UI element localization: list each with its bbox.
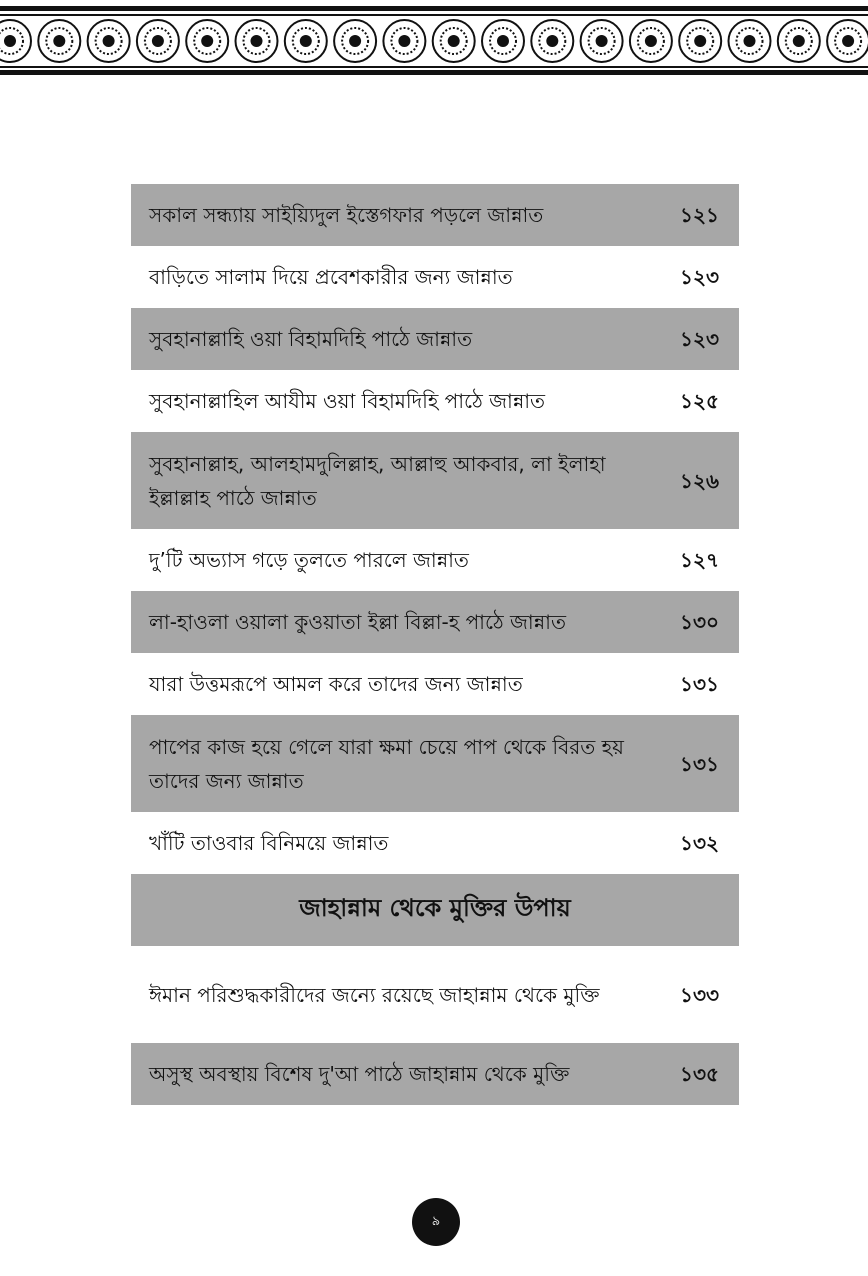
medallion-center <box>252 36 262 46</box>
section-heading: জাহান্নাম থেকে মুক্তির উপায় <box>131 874 739 946</box>
toc-title: খাঁটি তাওবার বিনিময়ে জান্নাত <box>149 831 389 855</box>
decorative-border <box>0 0 868 80</box>
toc-row[interactable] <box>131 1043 739 1105</box>
toc-row[interactable] <box>131 529 739 591</box>
toc-page-number: ১৩৫ <box>680 1062 719 1086</box>
page-number: ৯ <box>431 1213 441 1229</box>
medallion-center <box>597 36 607 46</box>
medallion-center <box>202 36 212 46</box>
medallion-center <box>646 36 656 46</box>
toc-title: সুবহানাল্লাহিল আযীম ওয়া বিহামদিহি পাঠে জান্নাত <box>149 389 546 413</box>
toc-page-number: ১২৫ <box>680 389 719 413</box>
toc-title: সুবহানাল্লাহ, আলহামদুলিল্লাহ, আল্লাহু আকবার, লা ইলাহা ইল্লাল্লাহ পাঠে জান্নাত <box>149 451 606 510</box>
medallion-center <box>794 36 804 46</box>
medallion-center <box>843 36 853 46</box>
toc-page-number: ১৩৩ <box>680 982 719 1007</box>
toc-title: দু’টি অভ্যাস গড়ে তুলতে পারলে জান্নাত <box>149 548 469 572</box>
toc-row[interactable] <box>131 184 739 246</box>
toc-row[interactable] <box>131 246 739 308</box>
medallion-center <box>399 36 409 46</box>
medallion-center <box>301 36 311 46</box>
toc-page-number: ১৩০ <box>680 610 719 634</box>
medallion-center <box>5 36 15 46</box>
medallion-center <box>498 36 508 46</box>
toc-row[interactable] <box>131 432 739 529</box>
toc-title: যারা উত্তমরূপে আমল করে তাদের জন্য জান্নাত <box>149 672 523 696</box>
toc-row[interactable] <box>131 946 739 1043</box>
medallion-center <box>449 36 459 46</box>
medallion-center <box>547 36 557 46</box>
toc-title: অসুস্থ অবস্থায় বিশেষ দু'আ পাঠে জাহান্নাম থেকে মুক্তি <box>149 1062 570 1086</box>
toc-page-number: ১২৩ <box>680 265 719 289</box>
medallion-center <box>153 36 163 46</box>
toc-title: বাড়িতে সালাম দিয়ে প্রবেশকারীর জন্য জান্নাত <box>149 265 513 289</box>
toc-row[interactable] <box>131 715 739 812</box>
toc-row[interactable] <box>131 370 739 432</box>
toc-page-number: ১২৭ <box>680 548 719 572</box>
toc-page-number: ১৩১ <box>680 672 719 696</box>
toc-row[interactable] <box>131 812 739 874</box>
toc-page-number: ১২৬ <box>680 468 719 493</box>
table-of-contents <box>131 184 739 1105</box>
toc-title: লা-হাওলা ওয়ালা কুওয়াতা ইল্লা বিল্লা-হ পাঠে জান্নাত <box>149 610 566 634</box>
medallion-center <box>54 36 64 46</box>
toc-page-number: ১২৩ <box>680 327 719 351</box>
toc-title: পাপের কাজ হয়ে গেলে যারা ক্ষমা চেয়ে পাপ থেকে বিরত হয় তাদের জন্য জান্নাত <box>149 734 624 793</box>
medallion-center <box>104 36 114 46</box>
medallion-center <box>745 36 755 46</box>
toc-title: সুবহানাল্লাহি ওয়া বিহামদিহি পাঠে জান্নাত <box>149 327 473 351</box>
toc-row[interactable] <box>131 591 739 653</box>
toc-title: ঈমান পরিশুদ্ধকারীদের জন্যে রয়েছে জাহান্নাম থেকে মুক্তি <box>149 982 600 1007</box>
toc-page-number: ১২১ <box>680 203 719 227</box>
toc-row[interactable] <box>131 308 739 370</box>
toc-page-number: ১৩১ <box>680 751 719 776</box>
toc-page-number: ১৩২ <box>680 831 719 855</box>
toc-title: সকাল সন্ধ্যায় সাইয়্যিদুল ইস্তেগফার পড়লে জান্নাত <box>149 203 544 227</box>
medallion-center <box>695 36 705 46</box>
page-number-badge <box>412 1198 460 1246</box>
toc-row[interactable] <box>131 653 739 715</box>
medallion-center <box>350 36 360 46</box>
